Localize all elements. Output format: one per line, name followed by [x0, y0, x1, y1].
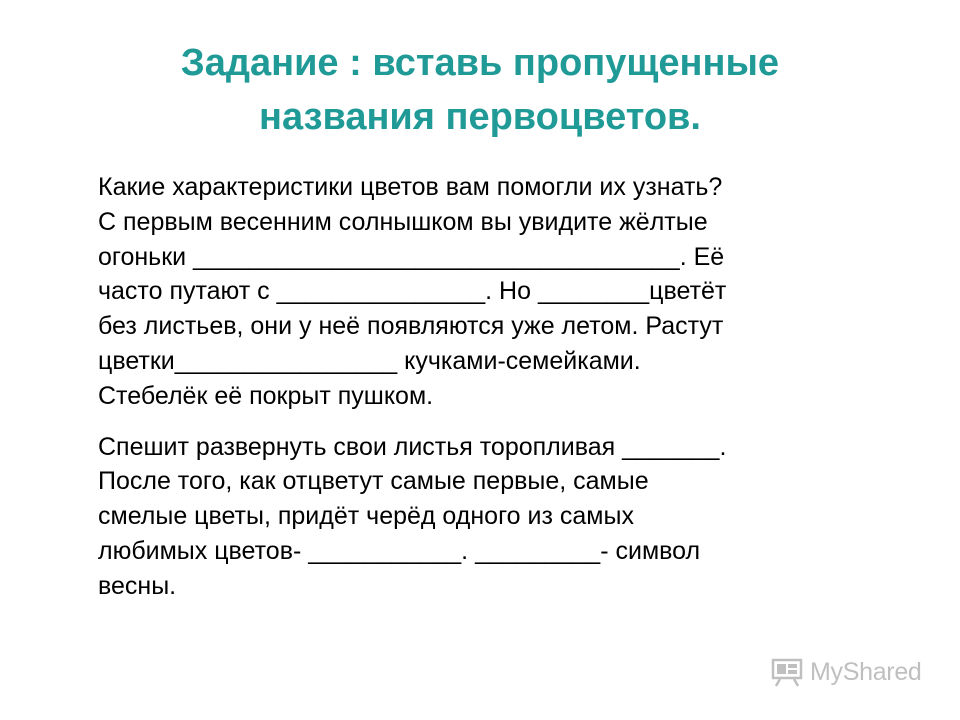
paragraph-1-line: без листьев, они у неё появляются уже летом. Растут [98, 312, 724, 341]
paragraph-1-line: цветки________________ кучками-семейками. [98, 346, 641, 375]
paragraph-2-line: Спешит развернуть свои листья торопливая _______. [98, 432, 727, 461]
presentation-board-icon [770, 657, 804, 687]
paragraph-2-line: весны. [98, 571, 177, 600]
watermark-text: MyShared [810, 657, 922, 686]
title-line-2: названия первоцветов. [259, 96, 701, 138]
task-text [95, 170, 915, 604]
paragraph-2 [95, 430, 915, 604]
slide-title [60, 36, 900, 144]
paragraph-2-line: любимых цветов- ___________. _________- символ [98, 536, 701, 565]
paragraph-2-line: После того, как отцветут самые первые, самые [98, 467, 649, 496]
paragraph-1 [95, 170, 915, 414]
title-line-1: Задание : вставь пропущенные [180, 42, 780, 84]
paragraph-2-line: смелые цветы, придёт черёд одного из самых [98, 502, 634, 531]
paragraph-1-line: Какие характеристики цветов вам помогли их узнать? [98, 173, 723, 201]
paragraph-1-line: Стебелёк её покрыт пушком. [98, 381, 434, 410]
paragraph-1-line: часто путают с _______________. Но ________цветёт [98, 277, 727, 306]
paragraph-1-line: С первым весенним солнышком вы увидите жёлтые [98, 207, 708, 236]
watermark-logo [770, 655, 922, 689]
paragraph-1-line: огоньки ___________________________________. Её [98, 242, 725, 271]
